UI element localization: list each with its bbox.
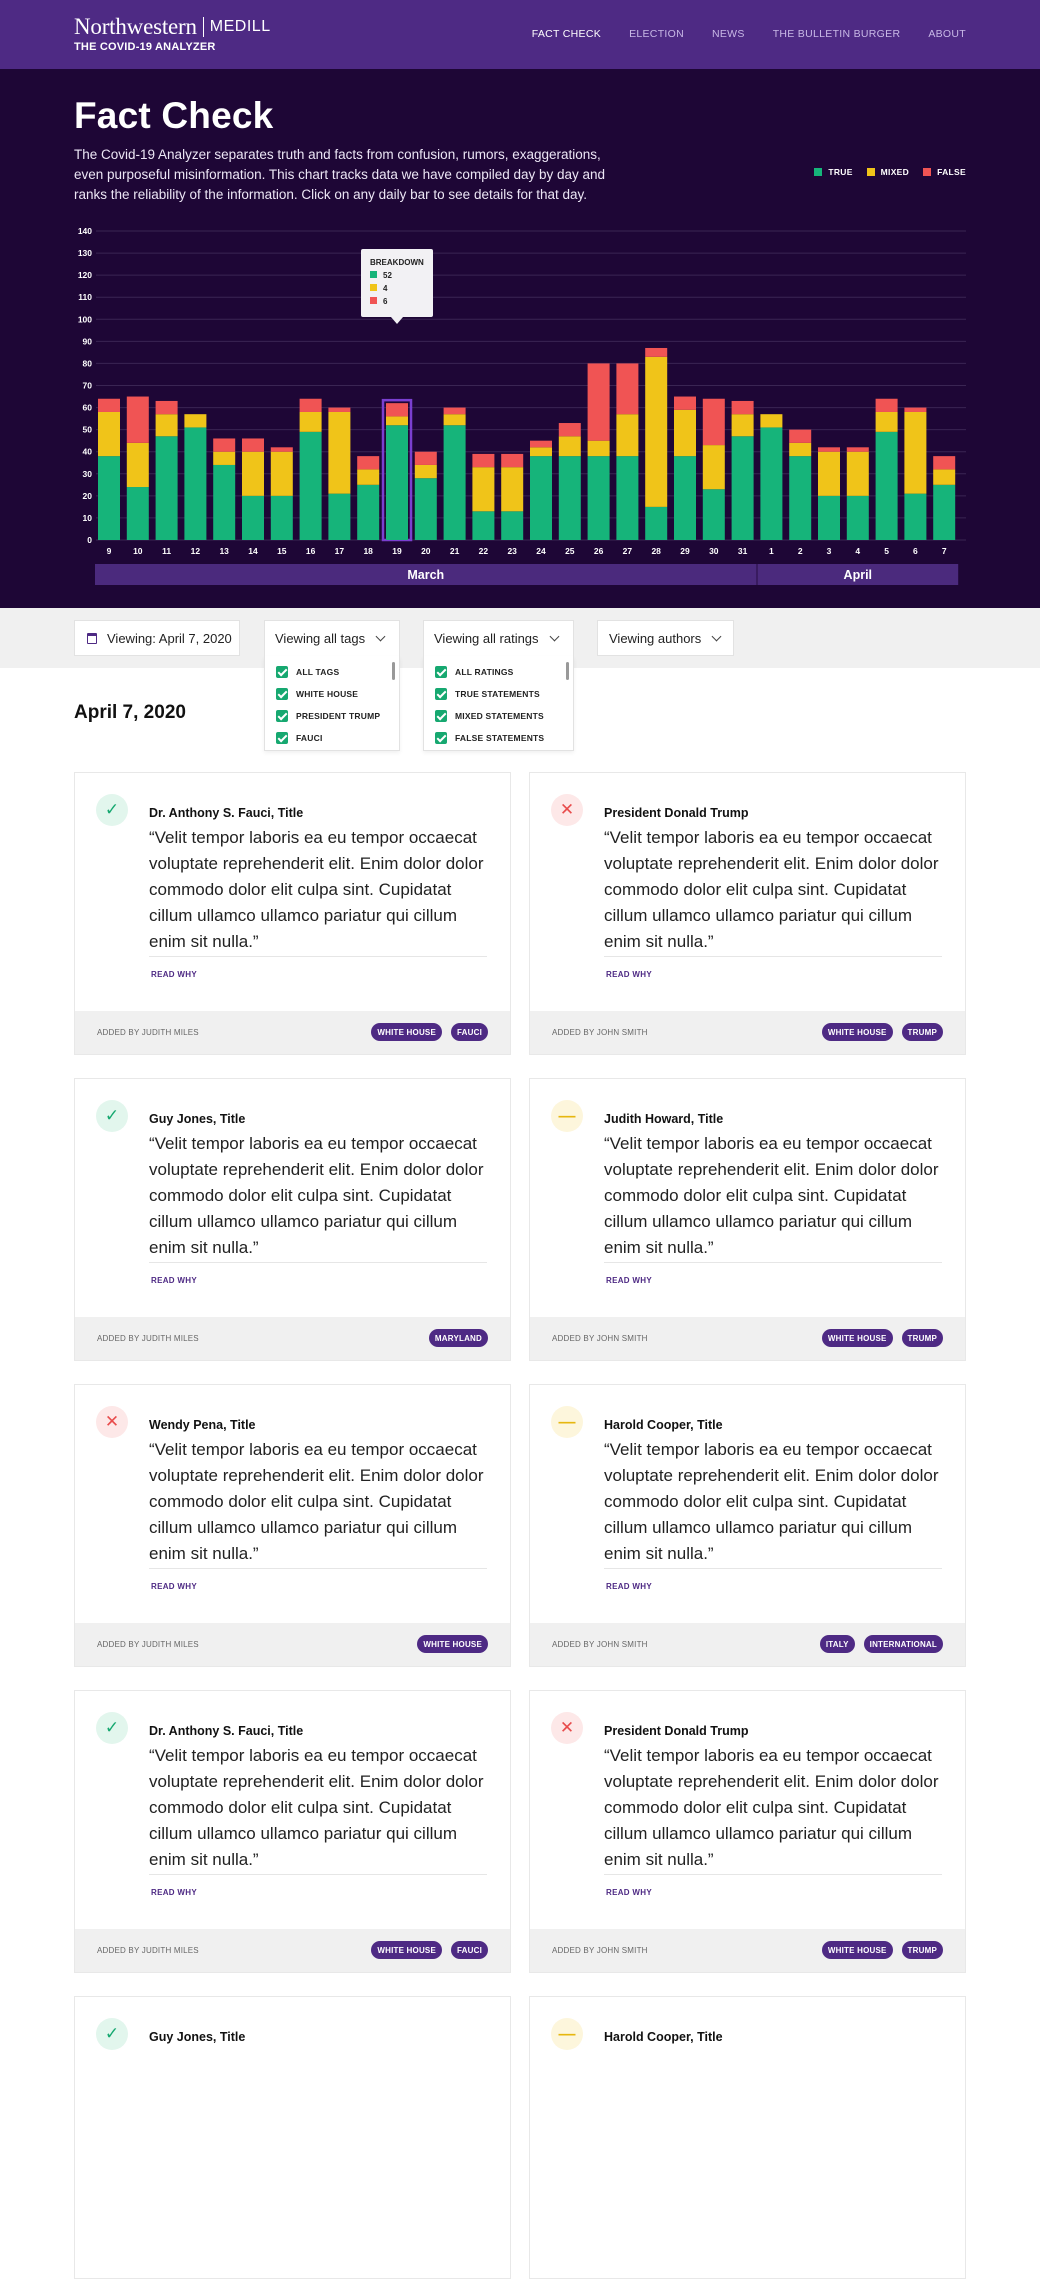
- x-tick-label: 16: [305, 546, 316, 556]
- y-tick-label: 110: [78, 292, 92, 303]
- tag-option-label: WHITE HOUSE: [296, 689, 359, 699]
- bar-false-2: [789, 430, 811, 443]
- card-quote: “Velit tempor laboris ea eu tempor occaecat voluptate reprehenderit elit. Enim dolor dolor commodo dolor elit culpa sint. Cupidatat cillum ullamco ullamco pariatur qui cillum enim sit nulla.”: [149, 1440, 484, 1563]
- bar-true-5: [876, 432, 898, 540]
- bar-true-2: [789, 456, 811, 540]
- card-added-by: ADDED BY JOHN SMITH: [552, 1334, 648, 1343]
- card-author: President Donald Trump: [604, 806, 749, 820]
- x-tick-label: 21: [449, 546, 460, 556]
- x-tick-label: 31: [737, 546, 748, 556]
- bar-false-4: [847, 447, 869, 451]
- bar-false-16: [300, 399, 322, 412]
- bar-false-17: [328, 408, 350, 412]
- rating-x-icon: ✕: [96, 1406, 128, 1438]
- card-tags: [822, 1941, 943, 1959]
- bar-true-1: [760, 427, 782, 540]
- date-filter-button[interactable]: [74, 620, 240, 656]
- rating-check-icon: ✓: [96, 2018, 128, 2050]
- bar-mixed-16: [300, 412, 322, 432]
- hero-section: [0, 69, 1040, 608]
- card-footer: [530, 1623, 965, 1666]
- y-tick-label: 80: [82, 358, 92, 369]
- read-why-link[interactable]: READ WHY: [606, 1888, 652, 1897]
- bar-true-24: [530, 456, 552, 540]
- card-tags: [371, 1023, 488, 1041]
- bar-false-14: [242, 438, 264, 451]
- read-why-link[interactable]: READ WHY: [151, 970, 197, 979]
- card-quote: “Velit tempor laboris ea eu tempor occaecat voluptate reprehenderit elit. Enim dolor dolor commodo dolor elit culpa sint. Cupidatat cillum ullamco ullamco pariatur qui cillum enim sit nulla.”: [604, 828, 939, 951]
- rating-dash-icon: —: [551, 2018, 583, 2050]
- bar-true-10: [127, 487, 149, 540]
- tag-pill[interactable]: FAUCI: [451, 1941, 488, 1959]
- checkbox-checked-icon: [276, 688, 288, 700]
- bar-mixed-29: [674, 410, 696, 456]
- card-author: Wendy Pena, Title: [149, 1418, 256, 1432]
- fact-check-card: [529, 1690, 966, 1973]
- card-divider: [604, 1874, 942, 1875]
- bar-mixed-6: [904, 412, 926, 494]
- y-tick-label: 20: [82, 490, 92, 501]
- bar-true-4: [847, 496, 869, 540]
- chevron-down-icon: [549, 632, 559, 642]
- bar-true-13: [213, 465, 235, 540]
- card-tags: [820, 1635, 943, 1653]
- card-author: Harold Cooper, Title: [604, 1418, 723, 1432]
- card-added-by: ADDED BY JUDITH MILES: [97, 1334, 199, 1343]
- x-tick-label: 13: [219, 546, 229, 556]
- x-tick-label: 23: [507, 546, 517, 556]
- main-nav: [532, 28, 966, 40]
- x-tick-label: 27: [622, 546, 633, 556]
- bar-false-23: [501, 454, 523, 467]
- card-quote: “Velit tempor laboris ea eu tempor occaecat voluptate reprehenderit elit. Enim dolor dolor commodo dolor elit culpa sint. Cupidatat cillum ullamco ullamco pariatur qui cillum enim sit nulla.”: [604, 1746, 939, 1869]
- page-description: The Covid-19 Analyzer separates truth and facts from confusion, rumors, exaggerations, even purposeful misinformation. This chart tracks data we have compiled day by day and ranks the reliability of the information. Click on any daily bar to see details for that day.: [74, 147, 606, 202]
- x-tick-label: 25: [565, 546, 575, 556]
- card-divider: [604, 956, 942, 957]
- card-author: President Donald Trump: [604, 1724, 749, 1738]
- y-tick-label: 90: [82, 336, 92, 347]
- bar-mixed-20: [415, 465, 437, 478]
- rating-dash-icon: —: [551, 1406, 583, 1438]
- card-author: Judith Howard, Title: [604, 1112, 724, 1126]
- bar-true-20: [415, 478, 437, 540]
- bar-mixed-30: [703, 445, 725, 489]
- fact-check-card: [529, 1384, 966, 1667]
- card-tags: [429, 1329, 488, 1347]
- tag-pill[interactable]: TRUMP: [902, 1023, 943, 1041]
- bar-false-27: [616, 363, 638, 414]
- bar-true-12: [184, 427, 206, 540]
- y-tick-label: 120: [77, 270, 92, 281]
- rating-option-label: FALSE STATEMENTS: [455, 733, 545, 743]
- x-tick-label: 2: [797, 546, 803, 556]
- y-tick-label: 100: [77, 314, 92, 325]
- x-tick-label: 3: [826, 546, 832, 556]
- tags-dropdown: [264, 656, 400, 751]
- bar-false-24: [530, 441, 552, 448]
- bar-false-9: [98, 399, 120, 412]
- tooltip-swatch-mixed: [370, 284, 377, 291]
- card-tags: [822, 1329, 943, 1347]
- bar-true-14: [242, 496, 264, 540]
- bar-mixed-2: [789, 443, 811, 456]
- bar-true-17: [328, 494, 350, 540]
- bar-mixed-5: [876, 412, 898, 432]
- ratings-filter-button[interactable]: [423, 620, 574, 656]
- ratings-dropdown-scrollbar[interactable]: [566, 662, 569, 680]
- bar-mixed-15: [271, 452, 293, 496]
- tag-option[interactable]: [265, 705, 399, 727]
- checkbox-checked-icon: [435, 666, 447, 678]
- y-tick-label: 70: [82, 380, 92, 391]
- bar-mixed-10: [127, 443, 149, 487]
- x-tick-label: 18: [363, 546, 373, 556]
- bar-false-6: [904, 408, 926, 412]
- tooltip-pointer: [391, 317, 403, 324]
- bar-false-30: [703, 399, 725, 445]
- x-tick-label: 19: [392, 546, 402, 556]
- bar-true-27: [616, 456, 638, 540]
- bar-mixed-25: [559, 436, 581, 456]
- x-tick-label: 9: [106, 546, 112, 556]
- tag-option[interactable]: [265, 727, 399, 749]
- tooltip-title: BREAKDOWN: [370, 258, 424, 267]
- x-tick-label: 11: [162, 546, 172, 556]
- bar-mixed-11: [156, 414, 178, 436]
- checkbox-checked-icon: [276, 732, 288, 744]
- bar-false-21: [444, 408, 466, 415]
- tag-option-label: ALL TAGS: [296, 667, 340, 677]
- x-tick-label: 17: [334, 546, 345, 556]
- card-divider: [149, 1262, 487, 1263]
- bar-mixed-21: [444, 414, 466, 425]
- bar-mixed-31: [732, 414, 754, 436]
- tags-filter-button[interactable]: [264, 620, 400, 656]
- fact-check-card: [74, 772, 511, 1055]
- bar-mixed-28: [645, 357, 667, 507]
- month-label: April: [843, 568, 873, 582]
- bar-mixed-23: [501, 467, 523, 511]
- y-tick-label: 40: [82, 446, 92, 457]
- read-why-link[interactable]: READ WHY: [606, 1582, 652, 1591]
- rating-x-icon: ✕: [551, 794, 583, 826]
- x-tick-label: 30: [709, 546, 719, 556]
- tag-pill[interactable]: WHITE HOUSE: [822, 1329, 893, 1347]
- bar-mixed-4: [847, 452, 869, 496]
- x-tick-label: 14: [248, 546, 258, 556]
- x-tick-label: 22: [478, 546, 489, 556]
- y-tick-label: 130: [77, 248, 92, 259]
- tag-pill[interactable]: TRUMP: [902, 1329, 943, 1347]
- bar-false-7: [933, 456, 955, 469]
- tooltip-value-false: 6: [383, 297, 388, 306]
- rating-option[interactable]: [424, 683, 573, 705]
- fact-check-card: [529, 772, 966, 1055]
- brand-name: Northwestern: [74, 14, 197, 39]
- top-navigation-bar: [0, 0, 1040, 69]
- card-footer: [75, 1011, 510, 1054]
- nav-fact-check[interactable]: FACT CHECK: [531, 28, 602, 40]
- y-tick-label: 0: [87, 535, 92, 545]
- card-footer: [530, 1317, 965, 1360]
- card-footer: [75, 1623, 510, 1666]
- card-author: Dr. Anthony S. Fauci, Title: [149, 1724, 304, 1738]
- tag-pill[interactable]: WHITE HOUSE: [822, 1941, 893, 1959]
- checkbox-checked-icon: [435, 710, 447, 722]
- ratings-filter-label: Viewing all ratings: [434, 631, 539, 646]
- rating-check-icon: ✓: [96, 1712, 128, 1744]
- bar-false-25: [559, 423, 581, 436]
- x-tick-label: 15: [277, 546, 287, 556]
- rating-x-icon: ✕: [551, 1712, 583, 1744]
- bar-false-15: [271, 447, 293, 451]
- legend-mixed-label: MIXED: [880, 167, 910, 177]
- read-why-link[interactable]: READ WHY: [151, 1276, 197, 1285]
- card-divider: [149, 1568, 487, 1569]
- checkbox-checked-icon: [276, 710, 288, 722]
- bar-mixed-19: [386, 416, 408, 425]
- bar-true-6: [904, 494, 926, 540]
- card-added-by: ADDED BY JOHN SMITH: [552, 1028, 648, 1037]
- bar-mixed-17: [328, 412, 350, 494]
- bar-mixed-27: [616, 414, 638, 456]
- read-why-link[interactable]: READ WHY: [606, 1276, 652, 1285]
- site-logo[interactable]: [74, 14, 271, 53]
- card-quote: “Velit tempor laboris ea eu tempor occaecat voluptate reprehenderit elit. Enim dolor dolor commodo dolor elit culpa sint. Cupidatat cillum ullamco ullamco pariatur qui cillum enim sit nulla.”: [604, 1134, 939, 1257]
- bar-false-18: [357, 456, 379, 469]
- bar-mixed-18: [357, 469, 379, 484]
- x-tick-label: 28: [651, 546, 661, 556]
- x-tick-label: 6: [913, 546, 918, 556]
- fact-check-card: [74, 1996, 511, 2279]
- tooltip-swatch-true: [370, 271, 377, 278]
- card-quote: “Velit tempor laboris ea eu tempor occaecat voluptate reprehenderit elit. Enim dolor dolor commodo dolor elit culpa sint. Cupidatat cillum ullamco ullamco pariatur qui cillum enim sit nulla.”: [149, 1746, 484, 1869]
- nav-news[interactable]: NEWS: [711, 28, 745, 40]
- brand-school: MEDILL: [209, 18, 271, 35]
- tags-dropdown-scrollbar[interactable]: [392, 662, 395, 680]
- bar-false-3: [818, 447, 840, 451]
- x-tick-label: 26: [593, 546, 604, 556]
- bar-true-30: [703, 489, 725, 540]
- tag-option[interactable]: [265, 661, 399, 683]
- date-filter-label: Viewing: April 7, 2020: [107, 630, 232, 646]
- card-divider: [604, 1262, 942, 1263]
- tag-pill[interactable]: TRUMP: [902, 1941, 943, 1959]
- x-tick-label: 10: [133, 546, 143, 556]
- bar-true-3: [818, 496, 840, 540]
- bar-false-20: [415, 452, 437, 465]
- checkbox-checked-icon: [435, 688, 447, 700]
- bar-true-7: [933, 485, 955, 540]
- bar-true-19: [386, 425, 408, 540]
- tooltip-swatch-false: [370, 297, 377, 304]
- tag-option-label: FAUCI: [296, 733, 323, 743]
- card-divider: [604, 1568, 942, 1569]
- card-added-by: ADDED BY JUDITH MILES: [97, 1946, 199, 1955]
- page-title: Fact Check: [74, 95, 274, 136]
- y-tick-label: 10: [82, 512, 92, 523]
- rating-option-label: TRUE STATEMENTS: [455, 689, 540, 699]
- bar-mixed-13: [213, 452, 235, 465]
- authors-filter-button[interactable]: [597, 620, 734, 656]
- fact-check-card: [529, 1078, 966, 1361]
- card-footer: [530, 1011, 965, 1054]
- card-footer: [530, 1929, 965, 1972]
- tag-pill[interactable]: INTERNATIONAL: [864, 1635, 943, 1653]
- fact-check-chart: [0, 69, 1040, 608]
- bar-true-15: [271, 496, 293, 540]
- x-tick-label: 20: [421, 546, 431, 556]
- bar-false-31: [732, 401, 754, 414]
- bar-false-10: [127, 397, 149, 443]
- chevron-down-icon: [712, 631, 722, 641]
- y-tick-label: 140: [77, 226, 92, 236]
- legend-false-label: FALSE: [937, 167, 966, 177]
- bar-false-29: [674, 397, 696, 410]
- x-tick-label: 5: [884, 546, 889, 556]
- card-divider: [149, 1874, 487, 1875]
- card-footer: [75, 1317, 510, 1360]
- y-tick-label: 60: [82, 402, 92, 413]
- tag-pill[interactable]: ITALY: [820, 1635, 855, 1653]
- card-author: Harold Cooper, Title: [604, 2030, 723, 2044]
- bar-true-31: [732, 436, 754, 540]
- bar-mixed-7: [933, 469, 955, 484]
- card-author: Guy Jones, Title: [149, 2030, 246, 2044]
- card-author: Dr. Anthony S. Fauci, Title: [149, 806, 304, 820]
- rating-check-icon: ✓: [96, 794, 128, 826]
- fact-check-card: [74, 1690, 511, 1973]
- x-tick-label: 12: [190, 546, 201, 556]
- y-tick-label: 30: [82, 468, 92, 479]
- bar-false-28: [645, 348, 667, 357]
- read-why-link[interactable]: READ WHY: [151, 1582, 197, 1591]
- chevron-down-icon: [376, 632, 386, 642]
- nav-election[interactable]: ELECTION: [629, 28, 684, 40]
- x-tick-label: 24: [536, 546, 546, 556]
- bar-false-5: [876, 399, 898, 412]
- rating-option[interactable]: [424, 705, 573, 727]
- bar-true-22: [472, 511, 494, 540]
- tooltip-value-mixed: 4: [383, 284, 388, 293]
- rating-option-label: MIXED STATEMENTS: [455, 711, 544, 721]
- month-label: March: [407, 568, 445, 582]
- bar-mixed-9: [98, 412, 120, 456]
- card-quote: “Velit tempor laboris ea eu tempor occaecat voluptate reprehenderit elit. Enim dolor dolor commodo dolor elit culpa sint. Cupidatat cillum ullamco ullamco pariatur qui cillum enim sit nulla.”: [149, 1134, 484, 1257]
- rating-option[interactable]: [424, 727, 573, 749]
- fact-check-card: [74, 1384, 511, 1667]
- bar-true-11: [156, 436, 178, 540]
- bar-true-18: [357, 485, 379, 540]
- rating-option-label: ALL RATINGS: [455, 667, 514, 677]
- bar-true-29: [674, 456, 696, 540]
- rating-option[interactable]: [424, 661, 573, 683]
- bar-mixed-22: [472, 467, 494, 511]
- x-tick-label: 1: [769, 546, 774, 556]
- card-footer: [75, 1929, 510, 1972]
- x-tick-label: 7: [941, 546, 947, 556]
- read-why-link[interactable]: READ WHY: [606, 970, 652, 979]
- bar-true-28: [645, 507, 667, 540]
- bar-false-19: [386, 403, 408, 416]
- card-tags: [371, 1941, 488, 1959]
- bar-true-23: [501, 511, 523, 540]
- card-divider: [149, 956, 487, 957]
- bar-false-26: [588, 363, 610, 440]
- ratings-dropdown: [423, 656, 574, 751]
- tag-pill[interactable]: WHITE HOUSE: [371, 1023, 442, 1041]
- bar-true-16: [300, 432, 322, 540]
- y-tick-label: 50: [82, 424, 92, 435]
- card-tags: [417, 1635, 488, 1653]
- bar-true-25: [559, 456, 581, 540]
- fact-check-card: [529, 1996, 966, 2279]
- bar-mixed-14: [242, 452, 264, 496]
- bar-true-21: [444, 425, 466, 540]
- bar-mixed-12: [184, 414, 206, 427]
- x-tick-label: 29: [680, 546, 690, 556]
- tag-pill[interactable]: MARYLAND: [429, 1329, 488, 1347]
- tag-option-label: PRESIDENT TRUMP: [296, 711, 381, 721]
- card-added-by: ADDED BY JUDITH MILES: [97, 1028, 199, 1037]
- rating-dash-icon: —: [551, 1100, 583, 1132]
- card-tags: [822, 1023, 943, 1041]
- card-added-by: ADDED BY JOHN SMITH: [552, 1946, 648, 1955]
- tag-option[interactable]: [265, 683, 399, 705]
- brand-separator: [203, 17, 204, 37]
- bar-true-9: [98, 456, 120, 540]
- card-author: Guy Jones, Title: [149, 1112, 246, 1126]
- selected-date-heading: April 7, 2020: [74, 702, 186, 723]
- card-quote: “Velit tempor laboris ea eu tempor occaecat voluptate reprehenderit elit. Enim dolor dolor commodo dolor elit culpa sint. Cupidatat cillum ullamco ullamco pariatur qui cillum enim sit nulla.”: [604, 1440, 939, 1563]
- bar-false-13: [213, 438, 235, 451]
- bar-mixed-26: [588, 441, 610, 456]
- bar-true-26: [588, 456, 610, 540]
- bar-mixed-1: [760, 414, 782, 427]
- card-added-by: ADDED BY JOHN SMITH: [552, 1640, 648, 1649]
- tags-filter-label: Viewing all tags: [275, 631, 366, 646]
- checkbox-checked-icon: [276, 666, 288, 678]
- tag-pill[interactable]: WHITE HOUSE: [371, 1941, 442, 1959]
- tag-pill[interactable]: FAUCI: [451, 1023, 488, 1041]
- calendar-icon: [87, 633, 97, 644]
- bar-mixed-3: [818, 452, 840, 496]
- tag-pill[interactable]: WHITE HOUSE: [822, 1023, 893, 1041]
- checkbox-checked-icon: [435, 732, 447, 744]
- card-added-by: ADDED BY JUDITH MILES: [97, 1640, 199, 1649]
- rating-check-icon: ✓: [96, 1100, 128, 1132]
- bar-mixed-24: [530, 447, 552, 456]
- bar-false-22: [472, 454, 494, 467]
- tag-pill[interactable]: WHITE HOUSE: [417, 1635, 488, 1653]
- nav-about[interactable]: ABOUT: [928, 28, 966, 40]
- tooltip-value-true: 52: [383, 271, 392, 280]
- x-tick-label: 4: [855, 546, 861, 556]
- bar-false-11: [156, 401, 178, 414]
- read-why-link[interactable]: READ WHY: [151, 1888, 197, 1897]
- authors-filter-label: Viewing authors: [609, 630, 702, 646]
- site-subtitle: THE COVID-19 ANALYZER: [74, 41, 216, 53]
- legend-true-label: TRUE: [828, 167, 853, 177]
- fact-check-card: [74, 1078, 511, 1361]
- nav-bulletin-burger[interactable]: THE BULLETIN BURGER: [772, 28, 901, 40]
- card-quote: “Velit tempor laboris ea eu tempor occaecat voluptate reprehenderit elit. Enim dolor dolor commodo dolor elit culpa sint. Cupidatat cillum ullamco ullamco pariatur qui cillum enim sit nulla.”: [149, 828, 484, 951]
